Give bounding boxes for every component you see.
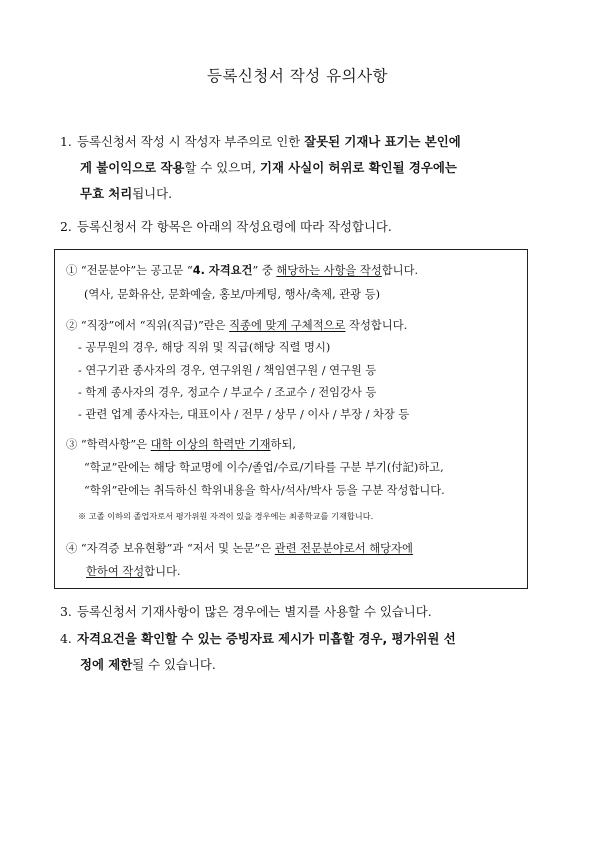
item-1-line-2: 게 불이익으로 작용할 수 있으며, 기재 사실이 허위로 확인될 경우에는 xyxy=(80,160,457,175)
guideline-item-4 xyxy=(60,626,550,678)
guide-2-bullet: - 공무원의 경우, 해당 직위 및 직급(해당 직렬 명시) xyxy=(78,341,331,354)
page-title: 등록신청서 작성 유의사항 xyxy=(206,67,389,85)
item-3-text: 등록신청서 기재사항이 많은 경우에는 별지를 사용할 수 있습니다. xyxy=(77,604,432,619)
guide-2-bullet: - 학계 종사자의 경우, 정교수 / 부교수 / 조교수 / 전임강사 등 xyxy=(78,386,377,399)
item-4-line-1: 자격요건을 확인할 수 있는 증빙자료 제시가 미흡할 경우, 평가위원 선 xyxy=(77,631,456,646)
item-number: 1. xyxy=(60,134,72,149)
guideline-item-1 xyxy=(60,129,550,207)
item-1-line-3: 무효 처리됩니다. xyxy=(80,186,173,201)
item-number: 3. xyxy=(60,604,72,619)
guide-4-line-2: 한하여 작성합니다. xyxy=(86,565,181,578)
item-2-text: 등록신청서 각 항목은 아래의 작성요령에 따라 작성합니다. xyxy=(77,219,392,234)
item-number: 4. xyxy=(60,631,72,646)
guideline-item-2 xyxy=(60,214,550,240)
guide-4-line-1: ④ “자격증 보유현황”과 “저서 및 논문”은 관련 전문분야로서 해당자에 xyxy=(66,542,413,555)
guide-3-line-2: “학교”란에는 해당 학교명에 이수/졸업/수료/기타를 구분 부기(付記)하고, xyxy=(84,461,444,474)
item-4-line-2: 정에 제한될 수 있습니다. xyxy=(80,657,216,672)
item-1-line-1: 등록신청서 작성 시 작성자 부주의로 인한 잘못된 기재나 표기는 본인에 xyxy=(77,134,461,149)
guide-2-line-1: ② “직장”에서 “직위(직급)”란은 직종에 맞게 구체적으로 작성합니다. xyxy=(66,319,408,332)
guide-1-line-1: ① “전문분야”는 공고문 “4. 자격요건” 중 해당하는 사항을 작성합니다. xyxy=(66,264,419,277)
guide-2-bullet: - 연구기관 종사자의 경우, 연구위원 / 책임연구원 / 연구원 등 xyxy=(78,364,377,377)
item-number: 2. xyxy=(60,219,72,234)
guide-3-line-1: ③ “학력사항”은 대학 이상의 학력만 기재하되, xyxy=(66,438,296,451)
guideline-item-3 xyxy=(60,599,550,625)
guide-2-bullet: - 관련 업계 종사자는, 대표이사 / 전무 / 상무 / 이사 / 부장 / 차장 등 xyxy=(78,408,410,421)
guide-3-line-3: “학위”란에는 취득하신 학위내용을 학사/석사/박사 등을 구분 작성합니다. xyxy=(84,484,445,497)
guide-3-note: ※ 고졸 이하의 졸업자로서 평가위원 자격이 있을 경우에는 최종학교를 기재합니다. xyxy=(78,511,374,521)
guide-1-line-2: (역사, 문화유산, 문화예술, 홍보/마케팅, 행사/축제, 관광 등) xyxy=(84,288,381,301)
